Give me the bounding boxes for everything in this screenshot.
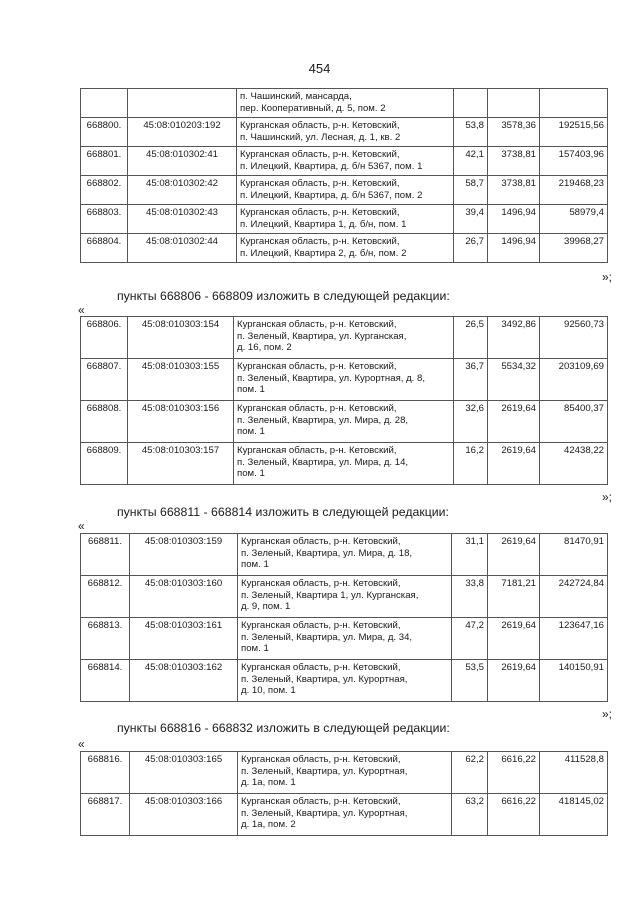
area-cell — [454, 89, 488, 118]
cadastral-number-cell: 45:08:010303:156 — [128, 401, 234, 443]
area-cell: 62,2 — [452, 752, 488, 794]
unit-value-cell: 2619,64 — [488, 401, 540, 443]
area-cell: 53,8 — [454, 118, 488, 147]
area-cell: 42,1 — [454, 147, 488, 176]
row-number-cell — [81, 89, 128, 118]
address-cell: Курганская область, р-н. Кетовский, п. Зеленый, Квартира, ул. Мира, д. 28, пом. 1 — [234, 401, 454, 443]
area-cell: 32,6 — [454, 401, 488, 443]
area-cell: 26,7 — [454, 234, 488, 263]
unit-value-cell: 6616,22 — [488, 752, 540, 794]
table-row — [81, 359, 608, 401]
cadastral-number-cell: 45:08:010302:44 — [128, 234, 237, 263]
table-row — [81, 534, 608, 576]
closing-mark: »; — [601, 490, 612, 504]
address-cell: Курганская область, р-н. Кетовский, п. Зеленый, Квартира, ул. Курортная, д. 1а, пом. 1 — [238, 752, 452, 794]
unit-value-cell: 3738,81 — [488, 147, 540, 176]
table-row — [81, 752, 608, 794]
unit-value-cell: 3578,36 — [488, 118, 540, 147]
cadastral-value-cell: 192515,56 — [540, 118, 608, 147]
cadastral-value-cell: 203109,69 — [540, 359, 608, 401]
address-cell: Курганская область, р-н. Кетовский, п. Зеленый, Квартира 1, ул. Курганская, д. 9, пом. 1 — [238, 576, 452, 618]
property-table-3 — [80, 533, 608, 702]
cadastral-value-cell: 157403,96 — [540, 147, 608, 176]
area-cell: 39,4 — [454, 205, 488, 234]
area-cell: 26,5 — [454, 317, 488, 359]
opening-mark: « — [78, 303, 85, 317]
address-cell: Курганская область, р-н. Кетовский, п. Зеленый, Квартира, ул. Курортная, д. 10, пом. 1 — [238, 660, 452, 702]
table-row — [81, 89, 608, 118]
unit-value-cell — [488, 89, 540, 118]
row-number-cell: 668803. — [81, 205, 128, 234]
unit-value-cell: 6616,22 — [488, 794, 540, 836]
row-number-cell: 668808. — [81, 401, 128, 443]
cadastral-value-cell: 123647,16 — [540, 618, 608, 660]
cadastral-value-cell: 92560,73 — [540, 317, 608, 359]
unit-value-cell: 1496,94 — [488, 205, 540, 234]
table-row — [81, 618, 608, 660]
cadastral-number-cell: 45:08:010303:161 — [130, 618, 238, 660]
table-row — [81, 205, 608, 234]
cadastral-number-cell: 45:08:010303:154 — [128, 317, 234, 359]
cadastral-number-cell: 45:08:010303:157 — [128, 443, 234, 485]
unit-value-cell: 1496,94 — [488, 234, 540, 263]
row-number-cell: 668814. — [81, 660, 130, 702]
unit-value-cell: 3738,81 — [488, 176, 540, 205]
table-row — [81, 576, 608, 618]
row-number-cell: 668811. — [81, 534, 130, 576]
cadastral-number-cell: 45:08:010303:165 — [130, 752, 238, 794]
cadastral-number-cell: 45:08:010303:160 — [130, 576, 238, 618]
area-cell: 53,5 — [452, 660, 488, 702]
section-intro: пункты 668811 - 668814 изложить в следующей редакции: — [117, 505, 449, 519]
cadastral-number-cell: 45:08:010302:43 — [128, 205, 237, 234]
unit-value-cell: 2619,64 — [488, 443, 540, 485]
section-intro: пункты 668816 - 668832 изложить в следующей редакции: — [117, 721, 450, 735]
row-number-cell: 668800. — [81, 118, 128, 147]
cadastral-value-cell: 58979,4 — [540, 205, 608, 234]
cadastral-value-cell: 140150,91 — [540, 660, 608, 702]
area-cell: 58,7 — [454, 176, 488, 205]
row-number-cell: 668802. — [81, 176, 128, 205]
section-intro: пункты 668806 - 668809 изложить в следующей редакции: — [117, 289, 450, 303]
area-cell: 47,2 — [452, 618, 488, 660]
table-row — [81, 443, 608, 485]
area-cell: 33,8 — [452, 576, 488, 618]
cadastral-value-cell: 411528,8 — [540, 752, 608, 794]
address-cell: Курганская область, р-н. Кетовский, п. Илецкий, Квартира 1, д. б/н, пом. 1 — [237, 205, 454, 234]
cadastral-value-cell — [540, 89, 608, 118]
cadastral-value-cell: 219468,23 — [540, 176, 608, 205]
table-row — [81, 118, 608, 147]
unit-value-cell: 2619,64 — [488, 618, 540, 660]
property-table-2 — [80, 316, 608, 485]
cadastral-value-cell: 85400,37 — [540, 401, 608, 443]
page-number: 454 — [308, 61, 331, 76]
opening-mark: « — [78, 737, 85, 751]
unit-value-cell: 2619,64 — [488, 534, 540, 576]
table-row — [81, 147, 608, 176]
area-cell: 31,1 — [452, 534, 488, 576]
cadastral-value-cell: 81470,91 — [540, 534, 608, 576]
unit-value-cell: 5534,32 — [488, 359, 540, 401]
row-number-cell: 668816. — [81, 752, 130, 794]
property-table-1 — [80, 88, 608, 263]
row-number-cell: 668806. — [81, 317, 128, 359]
unit-value-cell: 7181,21 — [488, 576, 540, 618]
closing-mark: »; — [601, 707, 612, 721]
address-cell: Курганская область, р-н. Кетовский, п. Зеленый, Квартира, ул. Курортная, д. 8, пом. 1 — [234, 359, 454, 401]
address-cell: Курганская область, р-н. Кетовский, п. Чашинский, ул. Лесная, д. 1, кв. 2 — [237, 118, 454, 147]
table-row — [81, 794, 608, 836]
address-cell: Курганская область, р-н. Кетовский, п. Илецкий, Квартира, д. б/н 5367, пом. 1 — [237, 147, 454, 176]
property-table-4 — [80, 751, 608, 836]
area-cell: 36,7 — [454, 359, 488, 401]
address-cell: Курганская область, р-н. Кетовский, п. Зеленый, Квартира, ул. Мира, д. 34, пом. 1 — [238, 618, 452, 660]
row-number-cell: 668812. — [81, 576, 130, 618]
unit-value-cell: 3492,86 — [488, 317, 540, 359]
area-cell: 16,2 — [454, 443, 488, 485]
table-row — [81, 317, 608, 359]
row-number-cell: 668807. — [81, 359, 128, 401]
cadastral-number-cell: 45:08:010302:41 — [128, 147, 237, 176]
cadastral-number-cell: 45:08:010303:166 — [130, 794, 238, 836]
table-row — [81, 176, 608, 205]
cadastral-value-cell: 39968,27 — [540, 234, 608, 263]
unit-value-cell: 2619,64 — [488, 660, 540, 702]
cadastral-number-cell: 45:08:010303:162 — [130, 660, 238, 702]
row-number-cell: 668801. — [81, 147, 128, 176]
cadastral-value-cell: 42438,22 — [540, 443, 608, 485]
cadastral-number-cell: 45:08:010303:155 — [128, 359, 234, 401]
address-cell: Курганская область, р-н. Кетовский, п. Зеленый, Квартира, ул. Мира, д. 14, пом. 1 — [234, 443, 454, 485]
row-number-cell: 668804. — [81, 234, 128, 263]
cadastral-number-cell: 45:08:010303:159 — [130, 534, 238, 576]
cadastral-value-cell: 242724,84 — [540, 576, 608, 618]
row-number-cell: 668817. — [81, 794, 130, 836]
table-row — [81, 234, 608, 263]
closing-mark: »; — [601, 270, 612, 284]
opening-mark: « — [78, 519, 85, 533]
row-number-cell: 668809. — [81, 443, 128, 485]
area-cell: 63,2 — [452, 794, 488, 836]
table-row — [81, 660, 608, 702]
row-number-cell: 668813. — [81, 618, 130, 660]
address-cell: Курганская область, р-н. Кетовский, п. Илецкий, Квартира 2, д. б/н, пом. 2 — [237, 234, 454, 263]
address-cell: п. Чашинский, мансарда, пер. Кооперативный, д. 5, пом. 2 — [237, 89, 454, 118]
address-cell: Курганская область, р-н. Кетовский, п. Зеленый, Квартира, ул. Курортная, д. 1а, пом. 2 — [238, 794, 452, 836]
cadastral-number-cell: 45:08:010302:42 — [128, 176, 237, 205]
address-cell: Курганская область, р-н. Кетовский, п. Зеленый, Квартира, ул. Мира, д. 18, пом. 1 — [238, 534, 452, 576]
table-row — [81, 401, 608, 443]
cadastral-value-cell: 418145,02 — [540, 794, 608, 836]
cadastral-number-cell: 45:08:010203:192 — [128, 118, 237, 147]
cadastral-number-cell — [128, 89, 237, 118]
address-cell: Курганская область, р-н. Кетовский, п. Илецкий, Квартира, д. б/н 5367, пом. 2 — [237, 176, 454, 205]
address-cell: Курганская область, р-н. Кетовский, п. Зеленый, Квартира, ул. Курганская, д. 16, пом. 2 — [234, 317, 454, 359]
